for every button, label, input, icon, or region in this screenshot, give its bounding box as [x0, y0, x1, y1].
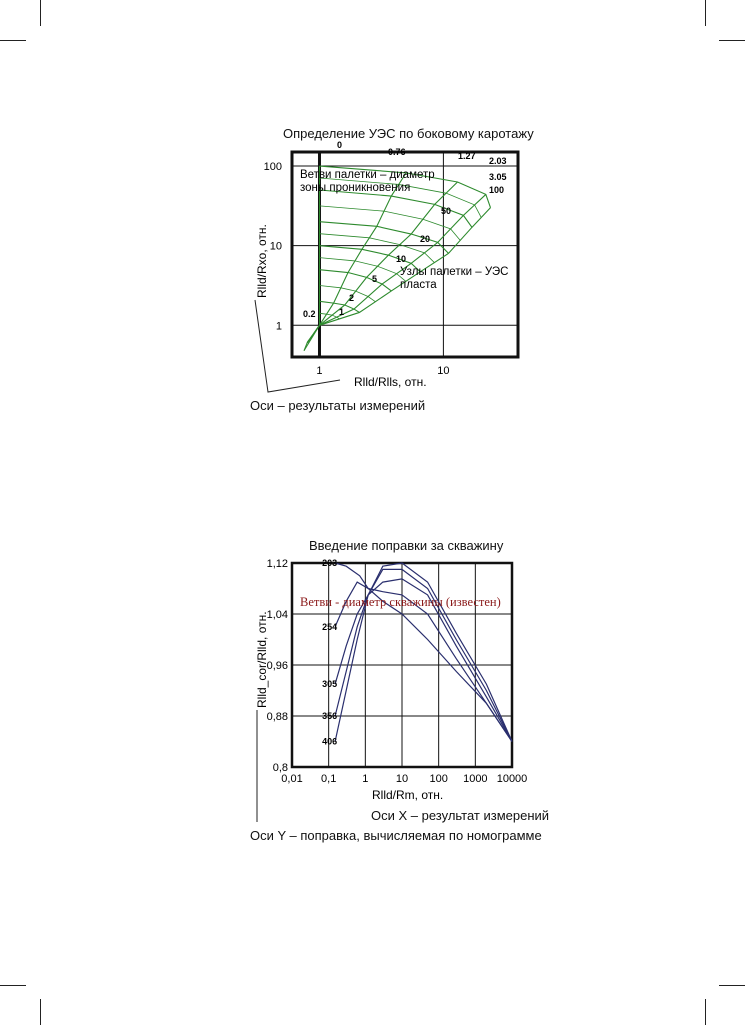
chart2-x-tick-label: 0,01	[281, 773, 303, 785]
chart1-xlabel: Rlld/Rlls, отн.	[354, 375, 427, 389]
chart2-x-tick-label: 10	[395, 773, 409, 785]
chart1-node-label: 0.2	[303, 309, 316, 319]
chart1-node-curve	[319, 270, 391, 291]
chart2-xlabel: Rlld/Rm, отн.	[372, 788, 444, 802]
chart1-node-curve-minor	[319, 313, 339, 319]
chart1-node-curve-minor	[319, 285, 375, 301]
chart2-series-line	[335, 563, 512, 742]
chart2-annotation-branches: Ветви - диаметр скважины (известен)	[300, 595, 501, 609]
chart1-node-curve-minor	[319, 258, 405, 282]
chart1-node-label: 100	[489, 185, 505, 195]
chart2-series-line	[335, 563, 512, 742]
chart2-curve-label: 254	[322, 621, 338, 632]
chart1-y-tick-label: 1	[275, 320, 282, 333]
chart2-x-axis-note: Оси X – результат измерений	[371, 808, 550, 823]
chart1-axes-note: Оси – результаты измерений	[250, 398, 426, 413]
chart1-annotation-nodes: Узлы палетки – УЭС пласта	[400, 266, 509, 291]
chart2-y-tick-label: 0,88	[266, 711, 288, 723]
chart2-y-tick-label: 1,12	[266, 558, 288, 570]
chart1-node-label: 1	[339, 307, 345, 317]
chart1-x-tick-label: 10	[437, 365, 450, 377]
chart1-node-label: 2	[349, 293, 355, 303]
chart2-title: Введение поправки за скважину	[309, 538, 504, 553]
chart1-node-label: 20	[420, 234, 431, 244]
chart2-curve-label: 356	[322, 711, 338, 721]
chart1-branch-label: 3.05	[489, 172, 507, 182]
chart2-x-tick-label: 1000	[463, 773, 488, 785]
chart1-y-tick-label: 10	[269, 240, 282, 253]
chart1-annotation-branches: Ветви палетки – диаметр зоны проникновения	[300, 169, 435, 194]
chart1-title: Определение УЭС по боковому каротажу	[283, 126, 534, 141]
chart2-curve-label: 305	[322, 679, 338, 690]
chart2-y-tick-label: 0,96	[266, 660, 288, 672]
chart1-node-label: 10	[396, 254, 407, 264]
chart2-x-tick-label: 1	[362, 773, 369, 785]
chart1-x-tick-label: 1	[316, 365, 323, 377]
chart1-node-label: 5	[372, 274, 378, 284]
chart1-node-label: 50	[441, 206, 452, 216]
chart1-y-tick-label: 100	[263, 161, 282, 174]
chart2-ylabel: Rlld_cor/Rlld, отн.	[255, 611, 269, 708]
chart1-branch-label: 0.76	[388, 147, 406, 157]
chart2-x-tick-label: 0,1	[321, 773, 337, 785]
chart2-y-tick-label: 0,8	[272, 762, 288, 774]
chart2-curve-label: 406	[322, 736, 338, 747]
chart2-x-tick-label: 10000	[496, 773, 528, 785]
chart2-x-tick-label: 100	[429, 773, 448, 785]
chart1-branch-label: 2.03	[489, 156, 507, 166]
chart1-branch-label: 0	[337, 140, 343, 150]
chart2-y-axis-note: Оси Y – поправка, вычисляемая по номограмме	[250, 828, 542, 843]
chart2-curve-label: 203	[322, 558, 338, 568]
chart2-y-tick-label: 1,04	[266, 609, 288, 621]
chart1-ylabel: Rlld/Rxo, отн.	[255, 224, 269, 298]
chart1-branch-label: 1.27	[458, 151, 476, 161]
